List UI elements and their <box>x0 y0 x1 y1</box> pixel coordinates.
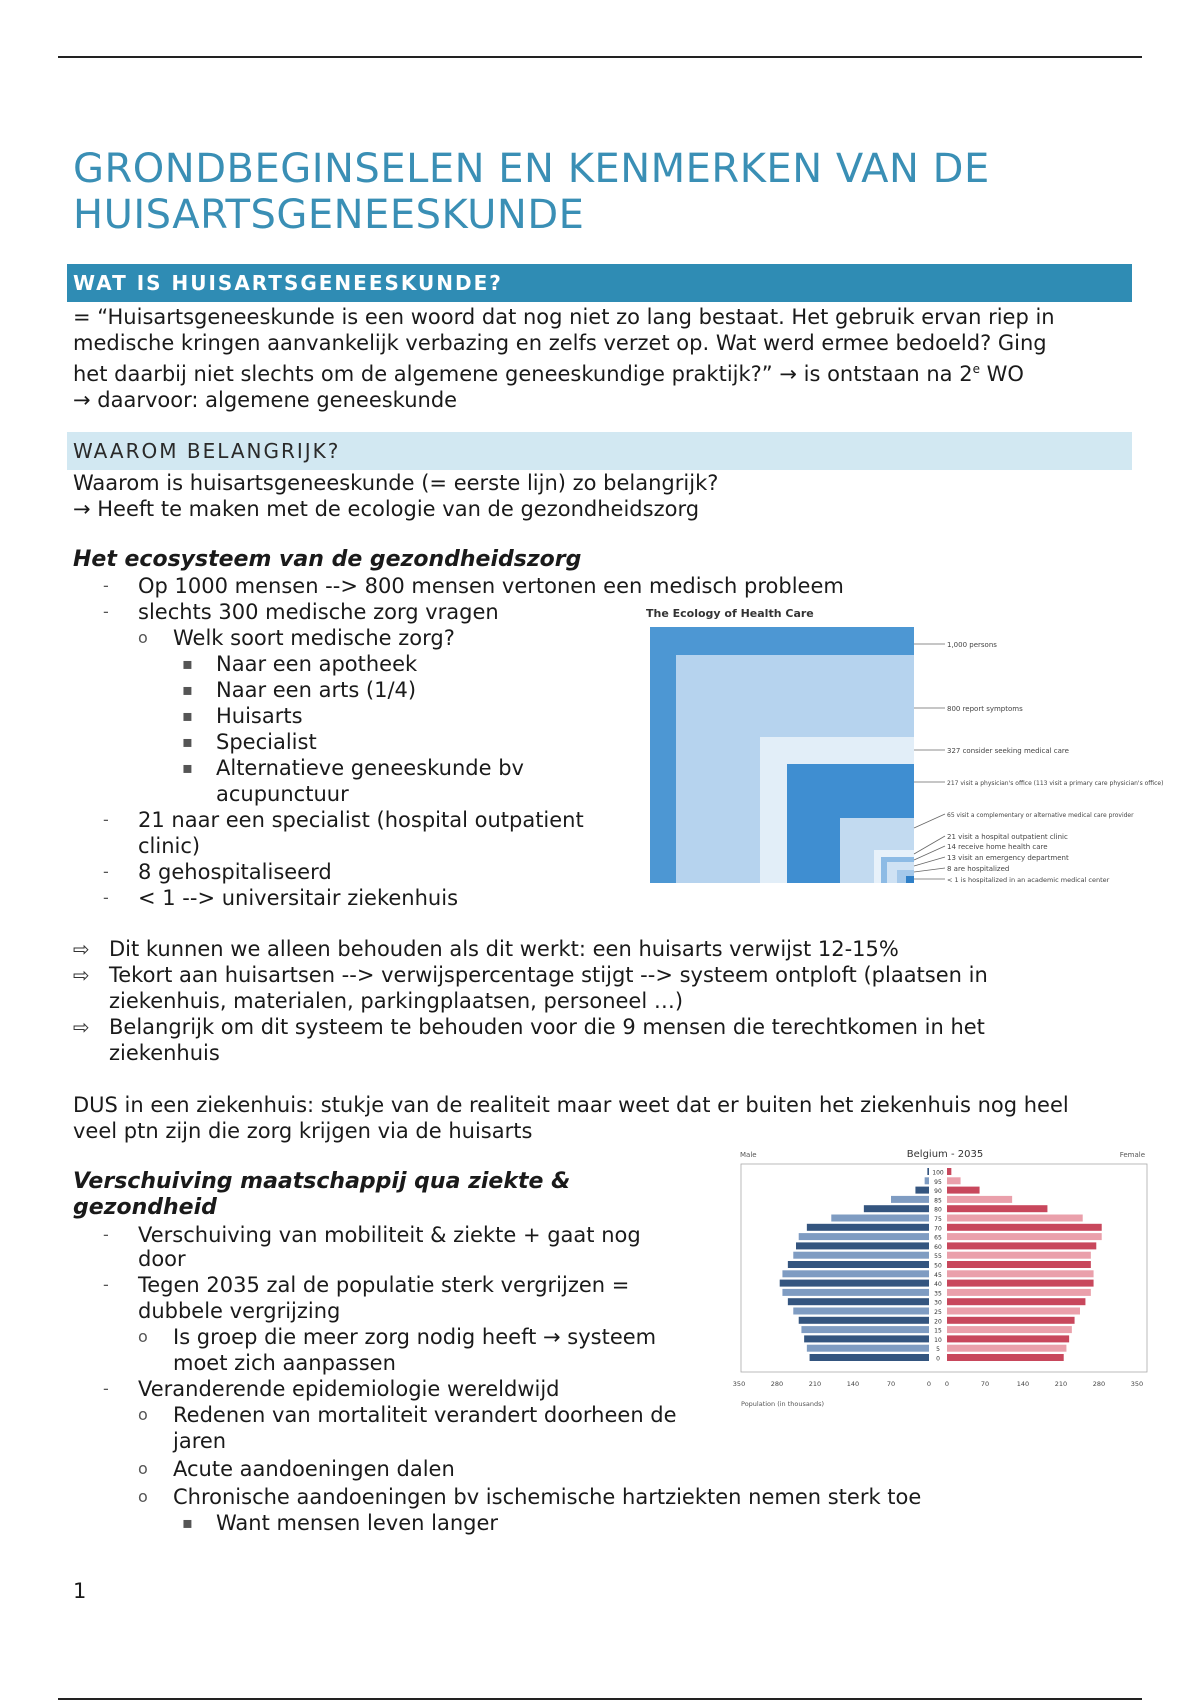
legend-female: Female <box>1119 1151 1145 1159</box>
age-label: 10 <box>934 1336 942 1344</box>
square-bullet: ▪ <box>182 680 193 699</box>
male-bar-65 <box>799 1233 929 1240</box>
female-bar-60 <box>947 1242 1096 1249</box>
female-bar-90 <box>947 1187 980 1194</box>
page-title-line1: GRONDBEGINSELEN EN KENMERKEN VAN DE <box>73 146 990 192</box>
age-label: 0 <box>936 1355 940 1363</box>
x-tick-label: 70 <box>980 1380 990 1388</box>
age-label: 30 <box>934 1299 942 1307</box>
male-bar-90 <box>915 1187 929 1194</box>
ecology-label: 65 visit a complementary or alternative medical care provider <box>947 812 1134 819</box>
arrow-bullet: ⇨ <box>73 963 90 987</box>
dus-paragraph <box>73 1092 1069 1144</box>
ecology-label: 8 are hospitalized <box>947 865 1010 873</box>
chart-title: Belgium - 2035 <box>906 1149 984 1160</box>
dash-bullet: - <box>103 1275 109 1294</box>
list-item: < 1 --> universitair ziekenhuis <box>138 886 459 910</box>
dash-bullet: - <box>103 888 109 907</box>
age-label: 25 <box>934 1309 942 1316</box>
ecosystem-heading: Het ecosysteem van de gezondheidszorg <box>73 547 582 572</box>
dash-bullet: - <box>103 1225 109 1244</box>
page-title-line2: HUISARTSGENEESKUNDE <box>73 192 585 238</box>
male-bar-60 <box>796 1242 929 1249</box>
arrow-point-continued: ziekenhuis, materialen, parkingplaatsen, personeel …) <box>109 989 684 1013</box>
list-item: Acute aandoeningen dalen <box>173 1457 455 1481</box>
list-item: slechts 300 medische zorg vragen <box>138 600 499 624</box>
section1-line <box>73 356 1055 387</box>
section1-line-suffix: WO <box>979 362 1024 386</box>
dash-bullet: - <box>103 1379 109 1398</box>
ecology-label: 13 visit an emergency department <box>947 854 1069 862</box>
female-bar-15 <box>947 1326 1072 1333</box>
female-bar-80 <box>947 1205 1047 1212</box>
arrow-point-continued: ziekenhuis <box>109 1041 220 1065</box>
section1-line-text: het daarbij niet slechts om de algemene geneeskundige praktijk?” → is ontstaan na 2 <box>73 362 973 386</box>
leader-line <box>914 868 945 872</box>
female-bar-50 <box>947 1261 1091 1268</box>
population-pyramid-chart <box>732 1146 1155 1416</box>
ecology-chart <box>640 600 1164 890</box>
age-label: 5 <box>936 1346 940 1354</box>
square-bullet: ▪ <box>182 732 193 751</box>
male-bar-55 <box>793 1252 929 1259</box>
female-bar-25 <box>947 1308 1080 1315</box>
list-item-continued: clinic) <box>138 834 201 858</box>
dus-line: DUS in een ziekenhuis: stukje van de realiteit maar weet dat er buiten het ziekenhuis nog heel <box>73 1093 1069 1117</box>
list-item: Redenen van mortaliteit verandert doorheen de <box>173 1403 677 1427</box>
x-tick-label: 210 <box>808 1380 822 1388</box>
age-label: 90 <box>934 1188 942 1196</box>
female-bar-30 <box>947 1298 1085 1305</box>
list-item: Specialist <box>216 730 317 754</box>
arrow-point: Dit kunnen we alleen behouden als dit werkt: een huisarts verwijst 12-15% <box>109 937 899 961</box>
section-heading-wat-is: WAT IS HUISARTSGENEESKUNDE? <box>67 264 1132 302</box>
square-bullet: ▪ <box>182 654 193 673</box>
male-bar-80 <box>864 1205 929 1212</box>
list-item: Want mensen leven langer <box>216 1511 499 1535</box>
male-bar-70 <box>807 1224 929 1231</box>
female-bar-0 <box>947 1354 1064 1361</box>
leader-line <box>914 857 945 866</box>
ecology-label: 21 visit a hospital outpatient clinic <box>947 833 1068 841</box>
circle-bullet: o <box>138 1405 148 1424</box>
list-item-continued: moet zich aanpassen <box>173 1351 396 1375</box>
x-tick-label: 0 <box>944 1380 950 1388</box>
list-item: Huisarts <box>216 704 303 728</box>
superscript: e <box>972 362 980 376</box>
female-bar-45 <box>947 1270 1094 1277</box>
age-label: 95 <box>934 1178 942 1186</box>
x-tick-label: 210 <box>1054 1380 1068 1388</box>
top-rule <box>58 56 1142 58</box>
section1-line: = “Huisartsgeneeskunde is een woord dat nog niet zo lang bestaat. Het gebruik ervan riep in <box>73 305 1055 329</box>
female-bar-95 <box>947 1177 961 1184</box>
chart-title: The Ecology of Health Care <box>646 607 814 620</box>
list-item: Chronische aandoeningen bv ischemische hartziekten nemen sterk toe <box>173 1485 922 1509</box>
male-bar-45 <box>782 1270 929 1277</box>
age-label: 45 <box>934 1271 942 1279</box>
female-bar-10 <box>947 1335 1069 1342</box>
list-item: Veranderende epidemiologie wereldwijd <box>138 1377 560 1401</box>
shift-heading <box>73 1169 570 1221</box>
male-bar-100 <box>927 1168 929 1175</box>
leader-line <box>914 814 945 828</box>
shift-heading-line1: Verschuiving maatschappij qua ziekte & <box>73 1169 571 1194</box>
x-tick-label: 0 <box>926 1380 932 1388</box>
section-heading-waarom: WAAROM BELANGRIJK? <box>67 432 1132 470</box>
section2-line: → Heeft te maken met de ecologie van de gezondheidszorg <box>73 497 700 521</box>
male-bar-10 <box>804 1335 929 1342</box>
age-label: 15 <box>934 1327 942 1335</box>
list-item: Verschuiving van mobiliteit & ziekte + gaat nog <box>138 1223 641 1247</box>
list-item-continued: jaren <box>173 1429 227 1453</box>
male-bar-25 <box>793 1308 929 1315</box>
dash-bullet: - <box>103 576 109 595</box>
list-item: 21 naar een specialist (hospital outpatient <box>138 808 584 832</box>
female-bar-85 <box>947 1196 1012 1203</box>
list-item: Alternatieve geneeskunde bv <box>216 756 524 780</box>
list-item: Op 1000 mensen --> 800 mensen vertonen een medisch probleem <box>138 574 844 598</box>
section2-line: Waarom is huisartsgeneeskunde (= eerste lijn) zo belangrijk? <box>73 471 719 495</box>
square-bullet: ▪ <box>182 758 193 777</box>
legend-male: Male <box>740 1151 757 1159</box>
arrow-point: Tekort aan huisartsen --> verwijspercentage stijgt --> systeem ontploft (plaatsen in <box>109 963 988 987</box>
ecology-label: 217 visit a physician's office (113 visit a primary care physician's office) <box>947 780 1164 787</box>
female-bar-70 <box>947 1224 1102 1231</box>
list-item-continued: acupunctuur <box>216 782 349 806</box>
male-bar-15 <box>801 1326 929 1333</box>
male-bar-75 <box>831 1215 929 1222</box>
list-item: Tegen 2035 zal de populatie sterk vergrijzen = <box>138 1273 630 1297</box>
list-item: Naar een arts (1/4) <box>216 678 417 702</box>
age-label: 50 <box>934 1262 942 1270</box>
male-bar-0 <box>810 1354 929 1361</box>
age-label: 80 <box>934 1206 942 1214</box>
circle-bullet: o <box>138 628 148 647</box>
ecology-label: 14 receive home health care <box>947 843 1048 851</box>
section1-text <box>73 304 1055 413</box>
age-label: 20 <box>934 1318 942 1326</box>
age-label: 75 <box>934 1216 942 1223</box>
arrow-bullet: ⇨ <box>73 937 90 961</box>
list-item: Is groep die meer zorg nodig heeft → systeem <box>173 1325 657 1349</box>
ecology-label: 1,000 persons <box>947 641 997 649</box>
x-tick-label: 350 <box>1130 1380 1144 1388</box>
circle-bullet: o <box>138 1327 148 1346</box>
list-item-continued: door <box>138 1247 186 1271</box>
female-bar-5 <box>947 1345 1066 1352</box>
x-tick-label: 280 <box>770 1380 784 1388</box>
section1-line: → daarvoor: algemene geneeskunde <box>73 388 458 412</box>
x-tick-label: 140 <box>846 1380 860 1388</box>
arrow-bullet: ⇨ <box>73 1015 90 1039</box>
age-label: 55 <box>934 1253 942 1261</box>
page-number: 1 <box>73 1579 87 1603</box>
female-bar-20 <box>947 1317 1075 1324</box>
female-bar-75 <box>947 1215 1083 1222</box>
male-bar-50 <box>788 1261 929 1268</box>
dash-bullet: - <box>103 810 109 829</box>
section1-line: medische kringen aanvankelijk verbazing en zelfs verzet op. Wat werd ermee bedoeld? Ging <box>73 331 1047 355</box>
dash-bullet: - <box>103 602 109 621</box>
page-title <box>73 146 990 238</box>
dus-line: veel ptn zijn die zorg krijgen via de huisarts <box>73 1119 533 1143</box>
x-tick-label: 70 <box>886 1380 896 1388</box>
age-label: 35 <box>934 1290 942 1298</box>
female-bar-40 <box>947 1280 1094 1287</box>
square-1 <box>906 876 914 883</box>
section2-text <box>73 470 718 522</box>
list-item-continued: dubbele vergrijzing <box>138 1299 341 1323</box>
list-item: 8 gehospitaliseerd <box>138 860 332 884</box>
male-bar-95 <box>925 1177 929 1184</box>
male-bar-40 <box>780 1280 929 1287</box>
leader-line <box>914 836 945 854</box>
male-bar-5 <box>807 1345 929 1352</box>
age-label: 100 <box>932 1169 944 1177</box>
x-tick-label: 350 <box>732 1380 746 1388</box>
ecology-label: 800 report symptoms <box>947 705 1023 713</box>
age-label: 60 <box>934 1243 942 1251</box>
female-bar-100 <box>947 1168 951 1175</box>
x-tick-label: 280 <box>1092 1380 1106 1388</box>
circle-bullet: o <box>138 1487 148 1506</box>
male-bar-85 <box>891 1196 929 1203</box>
male-bar-20 <box>799 1317 929 1324</box>
age-label: 65 <box>934 1234 942 1242</box>
list-item: Naar een apotheek <box>216 652 418 676</box>
female-bar-55 <box>947 1252 1091 1259</box>
circle-bullet: o <box>138 1459 148 1478</box>
square-bullet: ▪ <box>182 706 193 725</box>
ecology-label: 327 consider seeking medical care <box>947 747 1069 755</box>
age-label: 70 <box>934 1225 942 1233</box>
arrow-point: Belangrijk om dit systeem te behouden voor die 9 mensen die terechtkomen in het <box>109 1015 985 1039</box>
shift-heading-line2: gezondheid <box>73 1195 217 1220</box>
list-item: Welk soort medische zorg? <box>173 626 455 650</box>
x-axis-label: Population (in thousands) <box>741 1400 825 1408</box>
ecology-label: < 1 is hospitalized in an academic medical center <box>947 876 1110 884</box>
male-bar-30 <box>788 1298 929 1305</box>
dash-bullet: - <box>103 862 109 881</box>
leader-line <box>914 846 945 860</box>
age-label: 40 <box>934 1281 942 1289</box>
square-bullet: ▪ <box>182 1513 193 1532</box>
male-bar-35 <box>782 1289 929 1296</box>
x-tick-label: 140 <box>1016 1380 1030 1388</box>
age-label: 85 <box>934 1197 942 1205</box>
female-bar-65 <box>947 1233 1102 1240</box>
female-bar-35 <box>947 1289 1091 1296</box>
